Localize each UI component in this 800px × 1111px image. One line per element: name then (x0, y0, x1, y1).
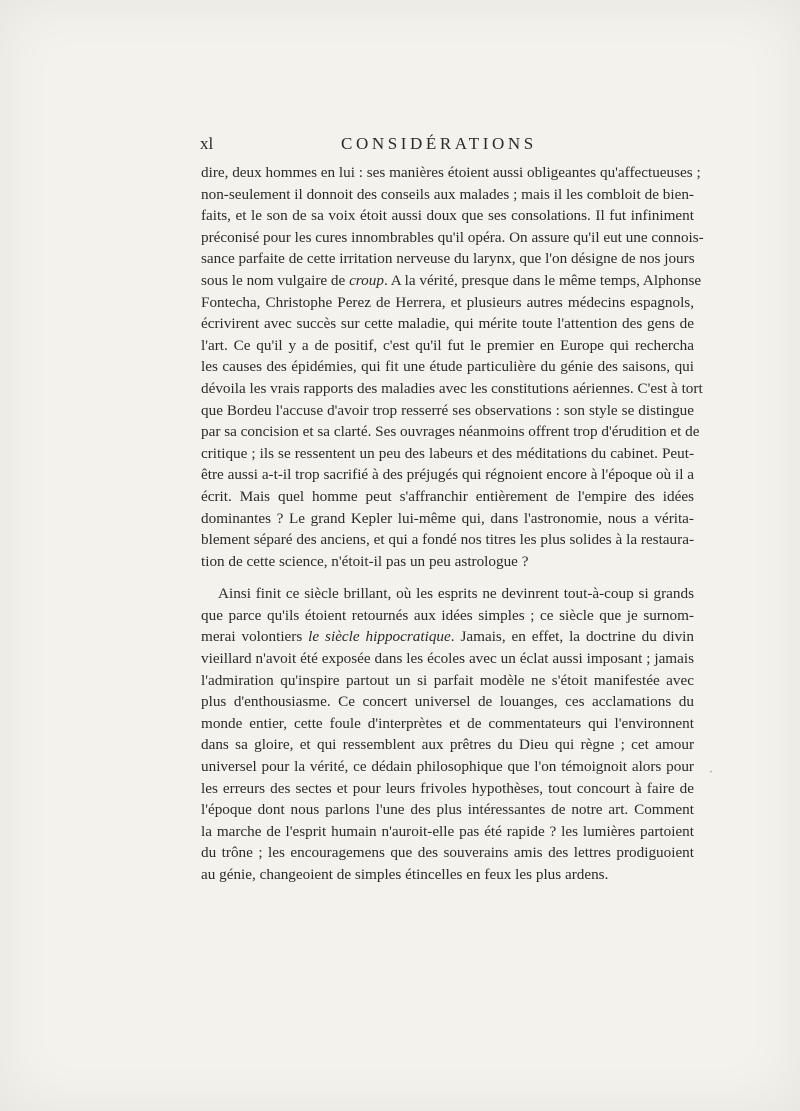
text-line: dévoila les vrais rapports des maladies avec les constitutions aériennes. C'est à tort (201, 379, 703, 397)
text-line: tion de cette science, n'étoit-il pas un peu astrologue ? (201, 552, 529, 570)
paragraph (201, 583, 694, 885)
body-text (201, 162, 704, 886)
text-line: par sa concision et sa clarté. Ses ouvrages néanmoins offrent trop d'érudition et de (201, 423, 700, 441)
text-line: dominantes ? Le grand Kepler lui-même qui, dans l'astronomie, nous a vérita- (201, 509, 694, 527)
text-line: critique ; ils se ressentent un peu des labeurs et des méditations du cabinet. Peut- (201, 444, 694, 462)
text-line: universel pour la vérité, ce dédain philosophique que l'on témoignoit alors pour (201, 758, 694, 776)
text-line: plus d'enthousiasme. Ce concert universel de louanges, ces acclamations du (201, 693, 694, 711)
paragraph-gap (201, 572, 694, 583)
text-line: dans sa gloire, et qui ressemblent aux prêtres du Dieu qui règne ; cet amour (201, 736, 694, 754)
text-line: l'époque dont nous parlons l'une des plus intéressantes de notre art. Comment (201, 801, 694, 819)
text-line: blement séparé des anciens, et qui a fondé nos titres les plus solides à la restaura- (201, 531, 694, 549)
text-line: l'admiration qu'inspire partout un si parfait modèle ne s'étoit manifestée avec (201, 671, 694, 689)
page-number: xl (200, 134, 214, 153)
text-line: être aussi a-t-il trop sacrifié à des préjugés qui régnoient encore à l'époque où il a (201, 466, 694, 484)
running-title: CONSIDÉRATIONS (341, 134, 537, 153)
text-line: monde entier, cette foule d'interprètes et de commentateurs qui l'environnent (201, 714, 694, 732)
text-line: faits, et le son de sa voix étoit aussi doux que ses consolations. Il fut infiniment (201, 207, 694, 225)
text-line: sous le nom vulgaire de croup. A la vérité, presque dans le même temps, Alphonse (201, 271, 702, 289)
text-line: Fontecha, Christophe Perez de Herrera, et plusieurs autres médecins espagnols, (201, 293, 694, 311)
text-line: non-seulement il donnoit des conseils aux malades ; mais il les combloit de bien- (201, 185, 694, 203)
text-line: merai volontiers le siècle hippocratique. Jamais, en effet, la doctrine du divin (201, 628, 694, 646)
page-header (200, 134, 694, 156)
text-line: sance parfaite de cette irritation nerveuse du larynx, que l'on désigne de nos jours (201, 250, 695, 268)
text-line: dire, deux hommes en lui : ses manières étoient aussi obligeantes qu'affectueuses ; (201, 164, 701, 181)
text-line: la marche de l'esprit humain n'auroit-elle pas été rapide ? les lumières partoient (201, 822, 694, 840)
text-line: écrivirent avec succès sur cette maladie, qui mérite toute l'attention des gens de (201, 315, 694, 333)
text-line: au génie, changeoient de simples étincelles en feux les plus ardens. (201, 866, 609, 883)
text-line: écrit. Mais quel homme peut s'affranchir entièrement de l'empire des idées (201, 487, 694, 505)
text-line: préconisé pour les cures innombrables qu'il opéra. On assure qu'il eut une connois- (201, 228, 704, 246)
margin-mark: ˏ (708, 762, 713, 773)
text-line: vieillard n'avoit été exposée dans les écoles avec un éclat aussi imposant ; jamais (201, 650, 694, 668)
text-line: les erreurs des sectes et pour leurs frivoles hypothèses, tout concourt à faire de (201, 779, 694, 797)
paragraph (201, 162, 704, 572)
text-line: que parce qu'ils étoient retournés aux idées simples ; ce siècle que je surnom- (201, 606, 694, 624)
text-line: du trône ; les encouragemens que des souverains amis des lettres prodiguoient (201, 844, 694, 862)
text-line: Ainsi finit ce siècle brillant, où les esprits ne devinrent tout-à-coup si grands (218, 585, 694, 603)
text-line: les causes des épidémies, qui fit une étude particulière du génie des saisons, qui (201, 358, 694, 376)
text-line: l'art. Ce qu'il y a de positif, c'est qu'il fut le premier en Europe qui rechercha (201, 336, 694, 354)
text-line: que Bordeu l'accuse d'avoir trop resserré ses observations : son style se distingue (201, 401, 694, 419)
